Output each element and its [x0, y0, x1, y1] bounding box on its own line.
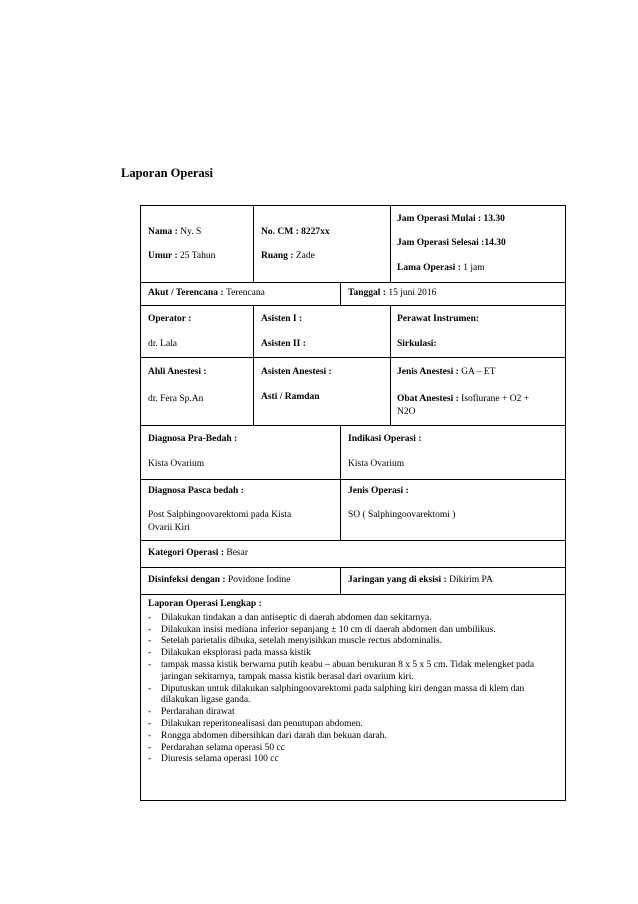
diagnosa-pra-bedah-label: Diagnosa Pra-Bedah : — [148, 434, 238, 444]
operator-label: Operator : — [148, 314, 192, 324]
dash-bullet: - — [148, 683, 152, 694]
obat-anestesi-label: Obat Anestesi : — [397, 394, 462, 404]
akut-value: Terencana — [225, 288, 265, 298]
row-divider — [140, 282, 566, 283]
jaringan-label: Jaringan yang di eksisi : — [348, 575, 450, 585]
no-cm-field: No. CM : 8227xx — [261, 227, 330, 237]
ruang-label: Ruang : — [261, 251, 296, 261]
disinfeksi-field — [148, 574, 291, 586]
sirkulasi-label: Sirkulasi: — [397, 339, 437, 349]
row-divider — [140, 594, 566, 595]
tanggal-value: 15 juni 2016 — [388, 288, 437, 298]
list-item-text: Rongga abdomen dibersihkan dari darah dan bekuan darah. — [161, 730, 387, 741]
laporan-heading: Laporan Operasi Lengkap : — [148, 599, 262, 609]
obat-anestesi-field — [397, 393, 529, 405]
list-item-text: Perdarahan dirawat — [161, 707, 235, 718]
umur-field — [148, 250, 215, 262]
nama-field — [148, 226, 201, 238]
list-item — [148, 660, 560, 684]
list-item-text: Dilakukan reperitonealisasi dan penutupan abdomen. — [161, 718, 363, 729]
kategori-value: Besar — [226, 548, 248, 558]
list-item-text: Perdarahan selama operasi 50 cc — [161, 742, 285, 753]
jam-mulai-field: Jam Operasi Mulai : 13.30 — [397, 214, 505, 224]
jenis-operasi-value: SO ( Salphingoovarektomi ) — [348, 510, 456, 520]
perawat-instrumen-label: Perawat Instrumen: — [397, 314, 480, 324]
row-divider — [140, 425, 566, 426]
kategori-operasi-field — [148, 547, 248, 559]
dash-bullet: - — [148, 648, 152, 659]
table-border-right — [565, 205, 566, 801]
indikasi-operasi-value: Kista Ovarium — [348, 459, 405, 469]
lama-value: 1 jam — [463, 263, 485, 273]
umur-label: Umur : — [148, 251, 181, 261]
col-divider — [340, 567, 341, 594]
row-divider — [140, 479, 566, 480]
diagnosa-pasca-bedah-label: Diagnosa Pasca bedah : — [148, 486, 244, 496]
jenis-operasi-label: Jenis Operasi : — [348, 486, 409, 496]
akut-label: Akut / Terencana : — [148, 288, 226, 298]
col-divider — [253, 305, 254, 425]
list-item — [148, 625, 560, 637]
row-divider — [140, 357, 566, 358]
diagnosa-pra-bedah-value: Kista Ovarium — [148, 459, 205, 469]
laporan-operasi-lengkap — [148, 599, 560, 766]
col-divider — [340, 282, 341, 305]
dash-bullet: - — [148, 707, 152, 718]
akut-terencana-field — [148, 287, 265, 299]
list-item — [148, 719, 560, 731]
table-border-left — [140, 205, 141, 801]
col-divider — [390, 305, 391, 425]
disinfeksi-value: Povidone Iodine — [227, 575, 291, 585]
list-item — [148, 684, 560, 708]
jaringan-eksisi-field — [348, 574, 493, 586]
obat-anestesi-value: Isoflurane + O2 + — [461, 394, 530, 404]
dash-bullet: - — [148, 636, 152, 647]
list-item — [148, 613, 560, 625]
nama-value: Ny. S — [180, 227, 202, 237]
tanggal-field — [348, 287, 436, 299]
operator-value: dr. Lala — [148, 339, 178, 349]
lama-operasi-field — [397, 262, 485, 274]
table-border-bottom — [140, 800, 566, 801]
dash-bullet: - — [148, 659, 152, 670]
indikasi-operasi-label: Indikasi Operasi : — [348, 434, 422, 444]
jenis-anestesi-value: GA – ET — [461, 367, 496, 377]
diagnosa-pasca-bedah-value: Post Salphingoovarektomi pada Kista — [148, 510, 292, 520]
umur-value: 25 Tahun — [180, 251, 216, 261]
asisten-anestesi-label: Asisten Anestesi : — [261, 367, 332, 377]
obat-anestesi-value-line2: N2O — [397, 407, 416, 417]
asisten-2-label: Asisten II : — [261, 339, 306, 349]
list-item — [148, 743, 560, 755]
asisten-1-label: Asisten I : — [261, 314, 303, 324]
table-border-top — [140, 205, 566, 206]
dash-bullet: - — [148, 718, 152, 729]
row-divider — [140, 540, 566, 541]
ruang-value: Zade — [295, 251, 315, 261]
dash-bullet: - — [148, 730, 152, 741]
dash-bullet: - — [148, 612, 152, 623]
asisten-anestesi-value: Asti / Ramdan — [261, 392, 320, 402]
jam-selesai-field: Jam Operasi Selesai :14.30 — [397, 238, 506, 248]
ahli-anestesi-value: dr. Fera Sp.An — [148, 394, 204, 404]
lama-label: Lama Operasi : — [397, 263, 464, 273]
list-item — [148, 731, 560, 743]
dash-bullet: - — [148, 624, 152, 635]
list-item-text: tampak massa kistik berwarna putih keabu – abuan berukuran 8 x 5 x 5 cm. Tidak melengket pada jaringan sekitarnya, tampak massa kistik berasal dari ovarium kiri. — [161, 659, 535, 682]
list-item-text: Diputuskan untuk dilakukan salphingoovarektomi pada salphing kiri dengan massa di klem dan dilakukan ligase ganda. — [161, 683, 525, 706]
ruang-field — [261, 250, 315, 262]
ahli-anestesi-label: Ahli Anestesi : — [148, 367, 207, 377]
diagnosa-pasca-bedah-value-line2: Ovarii Kiri — [148, 523, 190, 533]
list-item — [148, 754, 560, 766]
list-item-text: Dilakukan insisi mediana inferior sepanjang ± 10 cm di daerah abdomen dan umbilikus. — [161, 624, 496, 635]
dash-bullet: - — [148, 742, 152, 753]
row-divider — [140, 305, 566, 306]
col-divider — [390, 205, 391, 282]
kategori-label: Kategori Operasi : — [148, 548, 227, 558]
jenis-anestesi-label: Jenis Anestesi : — [397, 367, 462, 377]
list-item — [148, 636, 560, 648]
jaringan-value: Dikirim PA — [449, 575, 493, 585]
row-divider — [140, 567, 566, 568]
list-item — [148, 648, 560, 660]
jenis-anestesi-field — [397, 366, 495, 378]
list-item-text: Dilakukan eksplorasi pada massa kistik — [161, 648, 311, 659]
list-item-text: Diuresis selama operasi 100 cc — [161, 754, 279, 765]
col-divider — [253, 205, 254, 282]
tanggal-label: Tanggal : — [348, 288, 389, 298]
disinfeksi-label: Disinfeksi dengan : — [148, 575, 228, 585]
report-title: Laporan Operasi — [121, 166, 214, 180]
list-item-text: Setelah parietalis dibuka, setelah menyisihkan muscle rectus abdominalis. — [161, 636, 442, 647]
nama-label: Nama : — [148, 227, 181, 237]
list-item — [148, 707, 560, 719]
laporan-list — [148, 613, 560, 766]
dash-bullet: - — [148, 754, 152, 765]
col-divider — [340, 425, 341, 540]
list-item-text: Dilakukan tindakan a dan antiseptic di daerah abdomen dan sekitarnya. — [161, 612, 432, 623]
